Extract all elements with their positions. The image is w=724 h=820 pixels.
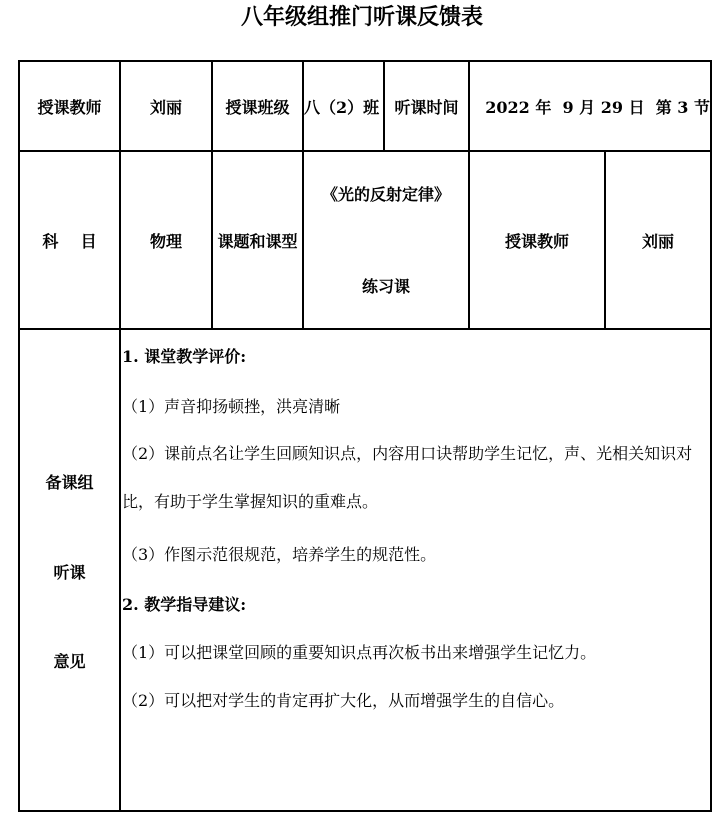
list-item: （1）可以把课堂回顾的重要知识点再次板书出来增强学生记忆力。 (122, 643, 597, 662)
class-value: 八（2）班 (304, 97, 380, 117)
time-value: 2022 年 9 月 29 日 第 3 节 (485, 97, 710, 117)
row-divider-2 (18, 328, 712, 330)
list-item: （2）课前点名让学生回顾知识点，内容用口诀帮助学生记忆，声、光相关知识对比，有助于学生掌握知识的重难点。 (122, 444, 693, 511)
time-label: 听课时间 (394, 97, 459, 117)
side-label-prep-group: 备课组 (45, 472, 94, 492)
table-border-bottom (18, 810, 712, 812)
feedback-table (18, 60, 712, 812)
list-item: （2）可以把对学生的肯定再扩大化，从而增强学生的自信心。 (122, 691, 565, 710)
section1-heading: 1. 课堂教学评价: (122, 347, 247, 366)
topic-label: 课题和课型 (217, 231, 298, 251)
page-title: 八年级组推门听课反馈表 (240, 4, 483, 30)
teacher-label: 授课教师 (37, 97, 102, 117)
side-label-observe: 听课 (53, 562, 86, 582)
row2-teacher-label: 授课教师 (504, 231, 569, 251)
list-item: （3）作图示范很规范，培养学生的规范性。 (122, 545, 437, 564)
row2-teacher-name: 刘丽 (641, 231, 674, 251)
teacher-name: 刘丽 (149, 97, 182, 117)
side-label-opinion: 意见 (53, 651, 86, 671)
col-divider (302, 150, 304, 328)
topic-type: 练习课 (361, 276, 410, 296)
topic-title: 《光的反射定律》 (321, 184, 450, 204)
subject-label: 科 目 (42, 231, 97, 251)
class-label: 授课班级 (225, 97, 290, 117)
section2-heading: 2. 教学指导建议: (122, 595, 247, 614)
list-item: （1）声音抑扬顿挫，洪亮清晰 (122, 397, 341, 416)
subject-value: 物理 (149, 231, 182, 251)
